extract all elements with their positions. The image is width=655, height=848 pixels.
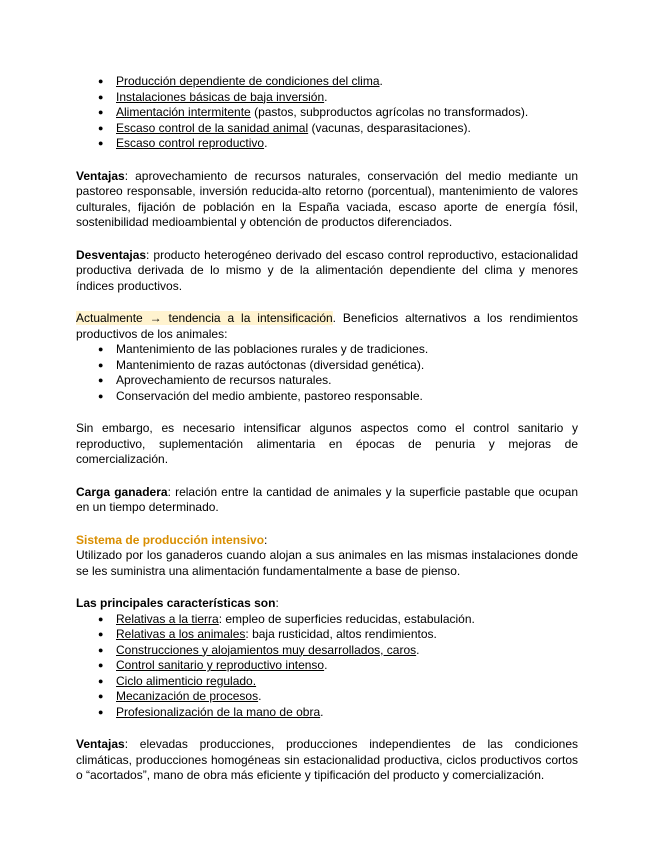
principales-heading: Las principales características son: <box>76 596 279 610</box>
ventajas-intensivo-paragraph: Ventajas: elevadas producciones, producciones independientes de las condiciones climáticas, producciones homogéneas sin estacionalidad productiva, ciclos productivos cortos o “acortados”, mano de obra más eficiente y tipificación del producto y comercialización. <box>76 737 578 782</box>
highlighted-text: Actualmente → tendencia a la intensificación <box>76 311 333 325</box>
list-item: ● Aprovechamiento de recursos naturales. <box>116 373 578 389</box>
extensive-characteristics-list <box>76 74 578 152</box>
list-item: ● Ciclo alimenticio regulado. <box>116 674 578 690</box>
list-item: ● Producción dependiente de condiciones del clima. <box>116 74 578 90</box>
list-item: ● Relativas a los animales: baja rusticidad, altos rendimientos. <box>116 627 578 643</box>
carga-ganadera-paragraph: Carga ganadera: relación entre la cantidad de animales y la superficie pastable que ocupan en un tiempo determinado. <box>76 484 578 514</box>
benefits-list <box>76 342 578 404</box>
ventajas-paragraph: Ventajas: aprovechamiento de recursos naturales, conservación del medio mediante un pastoreo responsable, inversión reducida-alto retorno (porcentual), mantenimiento de valores culturales, fijación de población en la España vaciada, escaso aporte de energía fósil, sostenibilidad medioambiental y obtención de productos diferenciados. <box>76 168 578 229</box>
desventajas-paragraph: Desventajas: producto heterogéneo derivado del escaso control reproductivo, estacionalidad productiva derivada de lo mismo y de la alimentación dependiente del clima y menores índices productivos. <box>76 247 578 293</box>
sistema-description: Utilizado por los ganaderos cuando alojan a sus animales en las mismas instalaciones donde se les suministra una alimentación fundamentalmente a base de pienso. <box>76 548 578 578</box>
list-item: ● Instalaciones básicas de baja inversión. <box>116 90 578 106</box>
list-item: ● Mecanización de procesos. <box>116 689 578 705</box>
list-item: ● Alimentación intermitente (pastos, subproductos agrícolas no transformados). <box>116 105 578 121</box>
list-item: ● Mantenimiento de razas autóctonas (diversidad genética). <box>116 358 578 374</box>
section-heading: Sistema de producción intensivo: <box>76 532 268 547</box>
list-item: ● Relativas a la tierra: empleo de superficies reducidas, estabulación. <box>116 612 578 628</box>
list-item: ● Escaso control de la sanidad animal (vacunas, desparasitaciones). <box>116 121 578 137</box>
intensive-characteristics-list <box>76 612 578 721</box>
list-item: ● Conservación del medio ambiente, pastoreo responsable. <box>116 389 578 405</box>
list-item: ● Escaso control reproductivo. <box>116 136 578 152</box>
sin-embargo-paragraph: Sin embargo, es necesario intensificar algunos aspectos como el control sanitario y reproductivo, suplementación alimentaria en épocas de penuria y mejoras de comercialización. <box>76 421 578 466</box>
actualmente-paragraph: Actualmente → tendencia a la intensificación. Beneficios alternativos a los rendimientos productivos de los animales: <box>76 311 578 341</box>
list-item: ● Control sanitario y reproductivo intenso. <box>116 658 578 674</box>
list-item: ● Mantenimiento de las poblaciones rurales y de tradiciones. <box>116 342 578 358</box>
list-item: ● Construcciones y alojamientos muy desarrollados, caros. <box>116 643 578 659</box>
list-item: ● Profesionalización de la mano de obra. <box>116 705 578 721</box>
document-page <box>76 74 578 784</box>
